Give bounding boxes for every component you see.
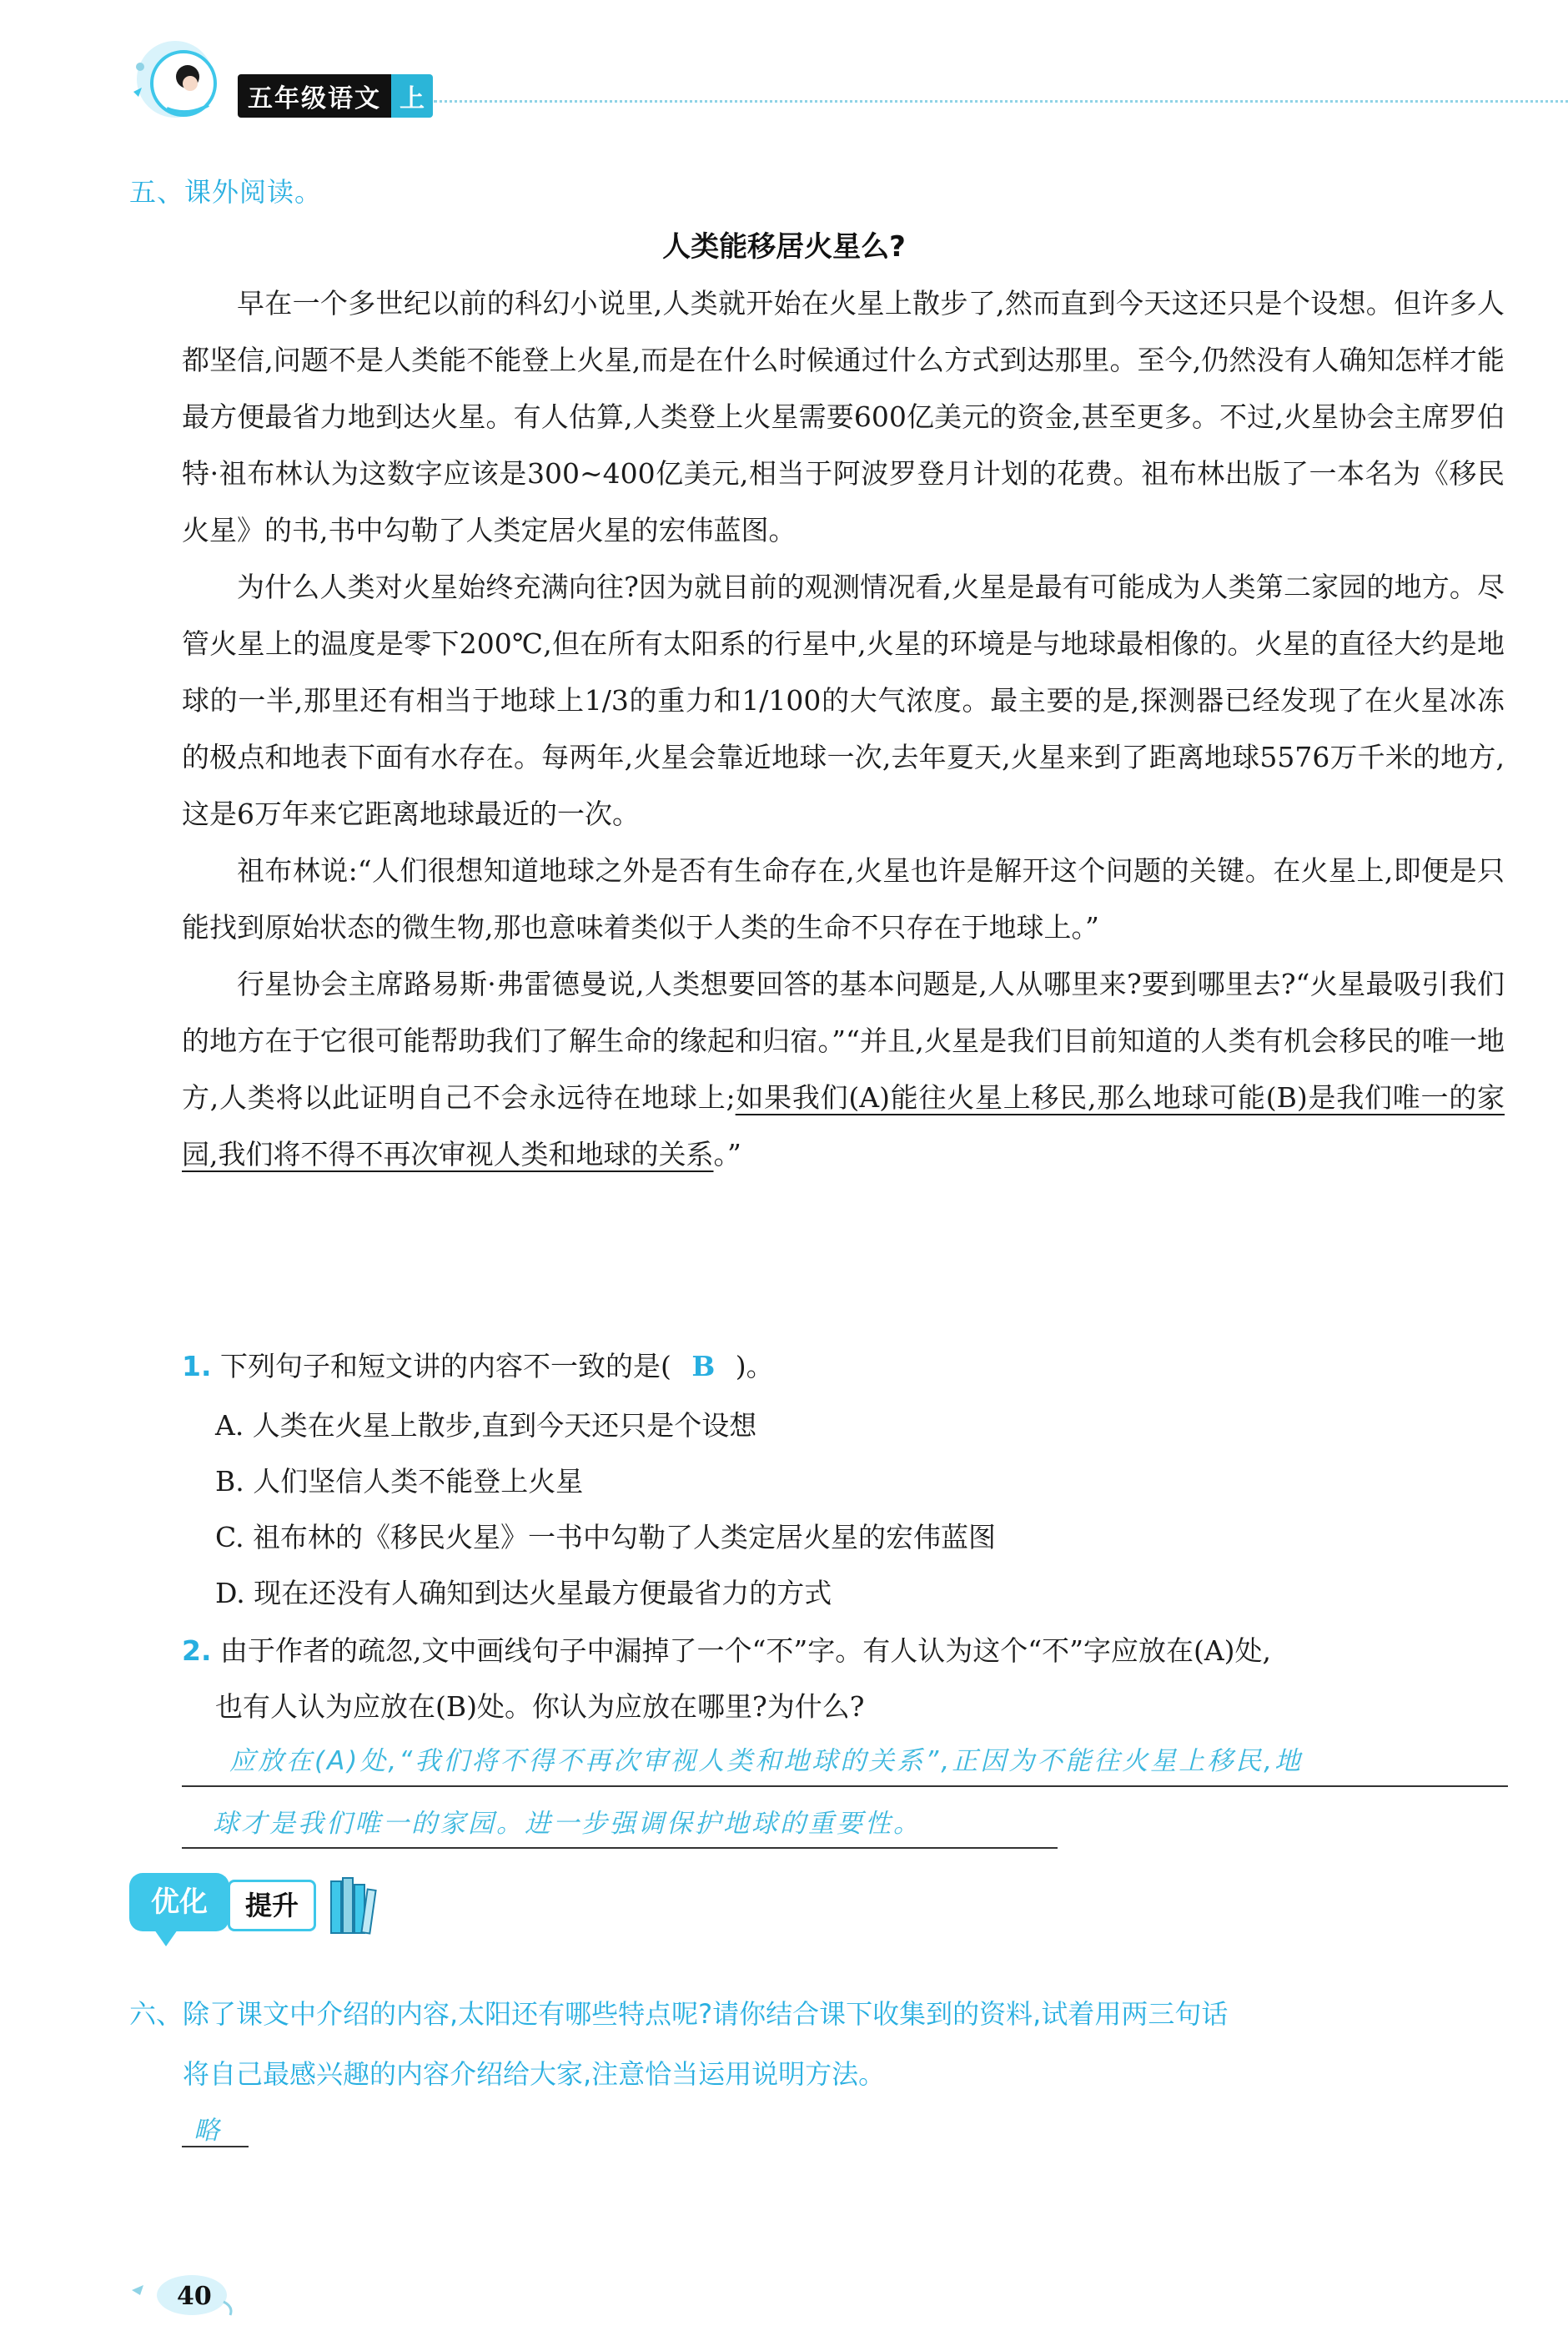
badge-label-right: 提升 <box>228 1880 316 1931</box>
question-number: 1. <box>182 1350 212 1382</box>
option-c: C. 祖布林的《移民火星》一书中勾勒了人类定居火星的宏伟蓝图 <box>215 1521 997 1553</box>
article-paragraph: 早在一个多世纪以前的科幻小说里,人类就开始在火星上散步了,然而直到今天这还只是个设想。但许多人都坚信,问题不是人类能不能登上火星,而是在什么时候通过什么方式到达那里。至今,仍然没有人确知怎样才能最方便最省力地到达火星。有人估算,人类登上火星需要600亿美元的资金,甚至更多。不过,火星协会主席罗伯特·祖布林认为这数字应该是300~400亿美元,相当于阿波罗登月计划的花费。祖布林出版了一本名为《移民火星》的书,书中勾勒了人类定居火星的宏伟蓝图。 <box>182 287 1505 546</box>
paragraph-end: 。” <box>713 1138 741 1170</box>
mascot-icon <box>117 33 242 125</box>
section-five-title: 五、课外阅读。 <box>129 176 323 208</box>
page-header <box>117 33 1518 125</box>
question-number: 2. <box>182 1634 212 1667</box>
badge-label-left: 优化 <box>129 1873 229 1931</box>
answer-line <box>182 2146 249 2147</box>
question-stem-line1: 由于作者的疏忽,文中画线句子中漏掉了一个“不”字。有人认为这个“不”字应放在(A)处, <box>220 1634 1272 1667</box>
question-answer: B <box>691 1350 716 1382</box>
handwritten-answer-line1: 应放在(A)处,“我们将不得不再次审视人类和地球的关系”,正因为不能往火星上移民,地 <box>229 1746 1304 1776</box>
question-stem: 下列句子和短文讲的内容不一致的是( <box>220 1350 671 1382</box>
question-1 <box>182 1345 1508 1384</box>
article-paragraph <box>182 956 1505 1183</box>
section-badge <box>129 1873 379 1956</box>
article-paragraph: 为什么人类对火星始终充满向往?因为就目前的观测情况看,火星是最有可能成为人类第二家园的地方。尽管火星上的温度是零下200℃,但在所有太阳系的行星中,火星的环境是与地球最相像的。火星的直径大约是地球的一半,那里还有相当于地球上1/3的重力和1/100的大气浓度。最主要的是,探测器已经发现了在火星冰冻的极点和地表下面有水存在。每两年,火星会靠近地球一次,去年夏天,火星来到了距离地球5576万千米的地方,这是6万年来它距离地球最近的一次。 <box>182 571 1505 830</box>
handwritten-answer-section6: 略 <box>193 2116 222 2146</box>
book-title-badge <box>238 77 433 115</box>
article-body <box>182 275 1505 1183</box>
section-six-line1: 六、除了课文中介绍的内容,太阳还有哪些特点呢?请你结合课下收集到的资料,试着用两三句话 <box>129 1998 1229 2030</box>
answer-line <box>182 1785 1508 1787</box>
article-title: 人类能移居火星么? <box>662 230 906 264</box>
book-volume: 上 <box>391 74 433 118</box>
section-six-line2: 将自己最感兴趣的内容介绍给大家,注意恰当运用说明方法。 <box>183 2058 886 2090</box>
question-2 <box>182 1629 1508 1669</box>
underlined-sentence: 如果我们(A)能往火星上移民,那么地球可能(B)是我们唯一的家园,我们将不得不再次审视人类和地球的关系 <box>182 1081 1505 1170</box>
option-d: D. 现在还没有人确知到达火星最方便最省力的方式 <box>215 1577 832 1609</box>
paragraph-text: 行星协会主席路易斯·弗雷德曼说,人类想要回答的基本问题是,人从哪里来?要到哪里去?“火星最吸引我们的地方在于它很可能帮助我们了解生命的缘起和归宿。”“并且,火星是我们目前知道的人类有机会移民的唯一地方,人类将以此证明自己不会永远待在地球上; <box>182 968 1505 1114</box>
page-number: 40 <box>177 2282 212 2311</box>
handwritten-answer-line2: 球才是我们唯一的家园。进一步强调保护地球的重要性。 <box>213 1809 922 1839</box>
section-six <box>129 1984 1514 2104</box>
article-paragraph: 祖布林说:“人们很想知道地球之外是否有生命存在,火星也许是解开这个问题的关键。在火星上,即便是只能找到原始状态的微生物,那也意味着类似于人类的生命不只存在于地球上。” <box>182 854 1505 944</box>
books-icon <box>328 1873 378 1940</box>
option-b: B. 人们坚信人类不能登上火星 <box>215 1465 584 1498</box>
question-stem-end: )。 <box>735 1350 774 1382</box>
answer-line <box>182 1847 1058 1849</box>
book-title: 五年级语文 <box>238 74 391 118</box>
question-stem-line2: 也有人认为应放在(B)处。你认为应放在哪里?为什么? <box>215 1690 865 1723</box>
header-divider <box>434 100 1568 103</box>
option-a: A. 人类在火星上散步,直到今天还只是个设想 <box>215 1409 757 1442</box>
